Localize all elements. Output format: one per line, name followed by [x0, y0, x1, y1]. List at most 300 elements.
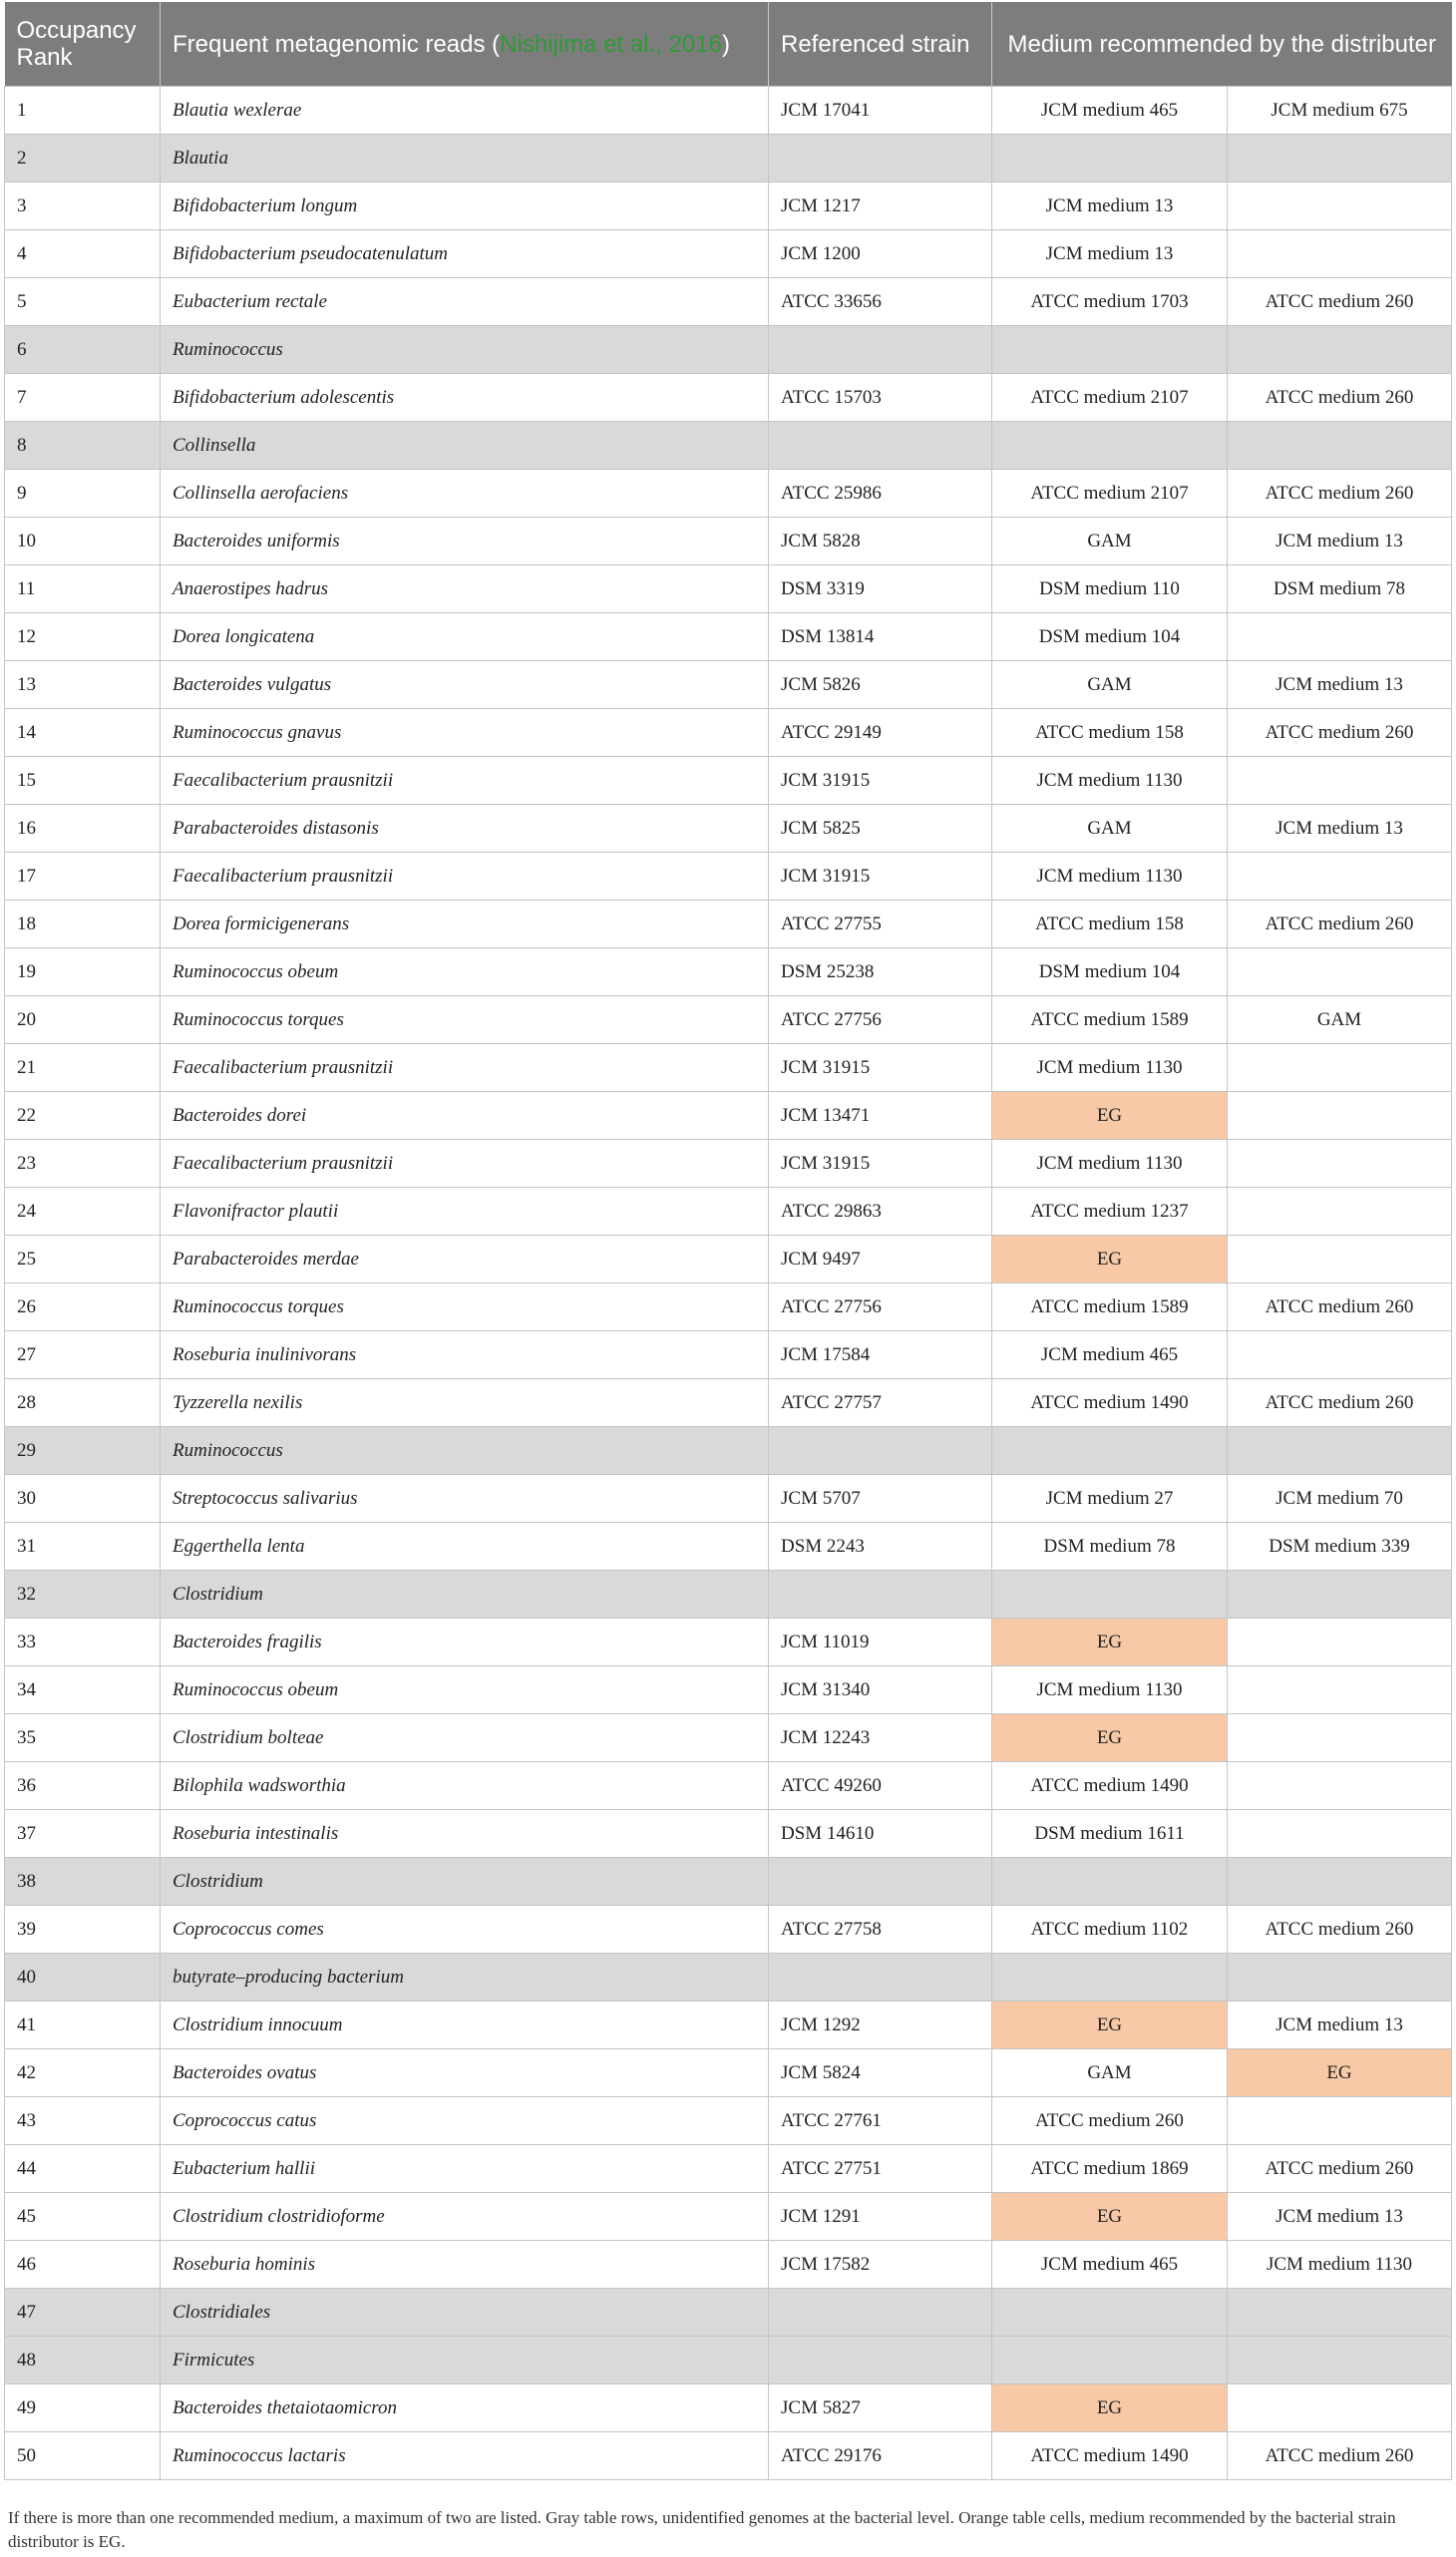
rank-cell: 7: [5, 374, 161, 422]
strain-cell: [769, 1954, 992, 2002]
rank-cell: 22: [5, 1092, 161, 1140]
medium-2-cell: GAM: [1228, 996, 1452, 1044]
species-cell: Dorea formicigenerans: [161, 901, 769, 948]
medium-1-cell: [992, 422, 1228, 470]
strain-cell: JCM 1217: [769, 183, 992, 230]
rank-cell: 12: [5, 613, 161, 661]
medium-2-cell: JCM medium 13: [1228, 2002, 1452, 2049]
species-cell: Bacteroides vulgatus: [161, 661, 769, 709]
table-row: [5, 1379, 1452, 1427]
strain-cell: ATCC 27758: [769, 1906, 992, 1954]
rank-cell: 49: [5, 2384, 161, 2432]
species-cell: Faecalibacterium prausnitzii: [161, 853, 769, 901]
species-cell: Roseburia inulinivorans: [161, 1331, 769, 1379]
strain-cell: [769, 326, 992, 374]
rank-cell: 39: [5, 1906, 161, 1954]
medium-2-cell: JCM medium 13: [1228, 805, 1452, 853]
strain-cell: JCM 31915: [769, 757, 992, 805]
table-row: [5, 1906, 1452, 1954]
rank-cell: 9: [5, 470, 161, 518]
species-cell: Tyzzerella nexilis: [161, 1379, 769, 1427]
table-body: [5, 87, 1452, 2480]
species-cell: Ruminococcus obeum: [161, 948, 769, 996]
strain-cell: JCM 12243: [769, 1714, 992, 1762]
strain-cell: DSM 13814: [769, 613, 992, 661]
medium-1-cell: ATCC medium 1490: [992, 1762, 1228, 1810]
strain-cell: DSM 3319: [769, 565, 992, 613]
medium-2-cell: [1228, 1092, 1452, 1140]
species-cell: Bacteroides thetaiotaomicron: [161, 2384, 769, 2432]
rank-cell: 13: [5, 661, 161, 709]
table-row-unidentified: [5, 2337, 1452, 2384]
species-cell: Dorea longicatena: [161, 613, 769, 661]
medium-2-cell: JCM medium 13: [1228, 661, 1452, 709]
species-cell: Ruminococcus lactaris: [161, 2432, 769, 2480]
strain-cell: JCM 5826: [769, 661, 992, 709]
table-row: [5, 1666, 1452, 1714]
species-cell: Bifidobacterium longum: [161, 183, 769, 230]
strain-cell: [769, 1427, 992, 1475]
strain-cell: JCM 1292: [769, 2002, 992, 2049]
rank-cell: 1: [5, 87, 161, 135]
species-cell: Faecalibacterium prausnitzii: [161, 1044, 769, 1092]
strain-cell: JCM 5828: [769, 518, 992, 565]
medium-2-cell: [1228, 2384, 1452, 2432]
medium-1-cell: DSM medium 104: [992, 948, 1228, 996]
table-row: [5, 709, 1452, 757]
medium-2-cell: [1228, 1619, 1452, 1666]
medium-2-cell: [1228, 2337, 1452, 2384]
medium-1-cell: EG: [992, 1619, 1228, 1666]
medium-1-cell: DSM medium 1611: [992, 1810, 1228, 1858]
strain-cell: ATCC 29149: [769, 709, 992, 757]
strain-cell: ATCC 33656: [769, 278, 992, 326]
medium-1-cell: ATCC medium 1589: [992, 1283, 1228, 1331]
medium-2-cell: [1228, 1810, 1452, 1858]
species-cell: Clostridium bolteae: [161, 1714, 769, 1762]
strain-cell: JCM 17584: [769, 1331, 992, 1379]
medium-2-cell: [1228, 1714, 1452, 1762]
header-row: [5, 2, 1452, 87]
table-row: [5, 1092, 1452, 1140]
rank-cell: 5: [5, 278, 161, 326]
species-cell: Eubacterium hallii: [161, 2145, 769, 2193]
rank-cell: 2: [5, 135, 161, 183]
table-row: [5, 948, 1452, 996]
medium-1-cell: [992, 326, 1228, 374]
medium-1-cell: JCM medium 13: [992, 230, 1228, 278]
rank-cell: 38: [5, 1858, 161, 1906]
table-row: [5, 996, 1452, 1044]
species-cell: Bilophila wadsworthia: [161, 1762, 769, 1810]
strain-cell: JCM 5827: [769, 2384, 992, 2432]
table-row: [5, 1619, 1452, 1666]
species-cell: Blautia wexlerae: [161, 87, 769, 135]
species-cell: Parabacteroides distasonis: [161, 805, 769, 853]
medium-1-cell: ATCC medium 1869: [992, 2145, 1228, 2193]
medium-1-cell: GAM: [992, 518, 1228, 565]
medium-2-cell: [1228, 183, 1452, 230]
rank-cell: 37: [5, 1810, 161, 1858]
species-cell: Ruminococcus: [161, 1427, 769, 1475]
table-row: [5, 1762, 1452, 1810]
strain-cell: JCM 11019: [769, 1619, 992, 1666]
medium-2-cell: [1228, 613, 1452, 661]
medium-1-cell: JCM medium 1130: [992, 853, 1228, 901]
medium-2-cell: ATCC medium 260: [1228, 374, 1452, 422]
table-row-unidentified: [5, 1954, 1452, 2002]
species-cell: Firmicutes: [161, 2337, 769, 2384]
species-cell: Coprococcus comes: [161, 1906, 769, 1954]
table-row-unidentified: [5, 135, 1452, 183]
species-cell: Ruminococcus obeum: [161, 1666, 769, 1714]
medium-1-cell: JCM medium 1130: [992, 1666, 1228, 1714]
medium-2-cell: ATCC medium 260: [1228, 1379, 1452, 1427]
species-cell: Bacteroides uniformis: [161, 518, 769, 565]
table-row: [5, 87, 1452, 135]
medium-2-cell: [1228, 135, 1452, 183]
strain-cell: JCM 17582: [769, 2241, 992, 2289]
medium-1-cell: ATCC medium 158: [992, 901, 1228, 948]
species-cell: Ruminococcus: [161, 326, 769, 374]
rank-cell: 50: [5, 2432, 161, 2480]
medium-1-cell: JCM medium 465: [992, 2241, 1228, 2289]
medium-2-cell: ATCC medium 260: [1228, 1283, 1452, 1331]
species-cell: Ruminococcus torques: [161, 996, 769, 1044]
medium-2-cell: [1228, 2289, 1452, 2337]
medium-2-cell: DSM medium 78: [1228, 565, 1452, 613]
medium-2-cell: JCM medium 13: [1228, 2193, 1452, 2241]
species-cell: Roseburia hominis: [161, 2241, 769, 2289]
species-cell: Anaerostipes hadrus: [161, 565, 769, 613]
rank-cell: 17: [5, 853, 161, 901]
species-cell: Parabacteroides merdae: [161, 1236, 769, 1283]
rank-cell: 23: [5, 1140, 161, 1188]
strain-cell: JCM 5707: [769, 1475, 992, 1523]
medium-1-cell: JCM medium 13: [992, 183, 1228, 230]
medium-1-cell: JCM medium 465: [992, 1331, 1228, 1379]
rank-cell: 15: [5, 757, 161, 805]
species-cell: Eggerthella lenta: [161, 1523, 769, 1571]
medium-1-cell: [992, 2337, 1228, 2384]
medium-1-cell: ATCC medium 1589: [992, 996, 1228, 1044]
rank-cell: 48: [5, 2337, 161, 2384]
species-cell: Roseburia intestinalis: [161, 1810, 769, 1858]
medium-1-cell: ATCC medium 1703: [992, 278, 1228, 326]
species-cell: Flavonifractor plautii: [161, 1188, 769, 1236]
medium-1-cell: [992, 1954, 1228, 2002]
rank-cell: 43: [5, 2097, 161, 2145]
rank-cell: 28: [5, 1379, 161, 1427]
medium-1-cell: EG: [992, 2002, 1228, 2049]
rank-cell: 25: [5, 1236, 161, 1283]
medium-2-cell: [1228, 326, 1452, 374]
rank-cell: 36: [5, 1762, 161, 1810]
strain-cell: JCM 31340: [769, 1666, 992, 1714]
medium-1-cell: ATCC medium 1490: [992, 2432, 1228, 2480]
table-row: [5, 901, 1452, 948]
strain-cell: JCM 13471: [769, 1092, 992, 1140]
table-row: [5, 1236, 1452, 1283]
rank-cell: 35: [5, 1714, 161, 1762]
medium-1-cell: GAM: [992, 2049, 1228, 2097]
strain-cell: JCM 31915: [769, 1140, 992, 1188]
medium-2-cell: ATCC medium 260: [1228, 709, 1452, 757]
medium-1-cell: [992, 2289, 1228, 2337]
strain-cell: JCM 9497: [769, 1236, 992, 1283]
medium-2-cell: [1228, 2097, 1452, 2145]
table-row: [5, 183, 1452, 230]
table-row: [5, 2002, 1452, 2049]
medium-2-cell: EG: [1228, 2049, 1452, 2097]
rank-cell: 10: [5, 518, 161, 565]
medium-1-cell: EG: [992, 2193, 1228, 2241]
table-row: [5, 278, 1452, 326]
medium-1-cell: DSM medium 104: [992, 613, 1228, 661]
rank-cell: 31: [5, 1523, 161, 1571]
rank-cell: 29: [5, 1427, 161, 1475]
rank-cell: 26: [5, 1283, 161, 1331]
species-cell: Bacteroides fragilis: [161, 1619, 769, 1666]
strain-cell: ATCC 25986: [769, 470, 992, 518]
medium-2-cell: ATCC medium 260: [1228, 2145, 1452, 2193]
medium-1-cell: [992, 1858, 1228, 1906]
medium-2-cell: JCM medium 675: [1228, 87, 1452, 135]
species-cell: Blautia: [161, 135, 769, 183]
species-cell: Bacteroides ovatus: [161, 2049, 769, 2097]
strain-cell: DSM 2243: [769, 1523, 992, 1571]
table-footnote: If there is more than one recommended medium, a maximum of two are listed. Gray table rows, unidentified genomes at the bacterial level. Orange table cells, medium recommended by the bacterial strain distributor is EG.: [8, 2508, 1396, 2551]
table-row: [5, 2241, 1452, 2289]
rank-cell: 16: [5, 805, 161, 853]
rank-cell: 6: [5, 326, 161, 374]
strain-cell: ATCC 27751: [769, 2145, 992, 2193]
species-cell: Ruminococcus gnavus: [161, 709, 769, 757]
medium-1-cell: JCM medium 465: [992, 87, 1228, 135]
strain-cell: [769, 135, 992, 183]
medium-2-cell: [1228, 1427, 1452, 1475]
table-row-unidentified: [5, 2289, 1452, 2337]
rank-cell: 34: [5, 1666, 161, 1714]
rank-cell: 8: [5, 422, 161, 470]
medium-1-cell: ATCC medium 1237: [992, 1188, 1228, 1236]
strain-cell: JCM 1200: [769, 230, 992, 278]
table-row: [5, 1188, 1452, 1236]
medium-2-cell: [1228, 757, 1452, 805]
table-row: [5, 374, 1452, 422]
rank-cell: 46: [5, 2241, 161, 2289]
medium-2-cell: [1228, 853, 1452, 901]
table-row: [5, 518, 1452, 565]
medium-1-cell: EG: [992, 1092, 1228, 1140]
header-reads: [161, 2, 769, 87]
strain-cell: JCM 31915: [769, 1044, 992, 1092]
table-row: [5, 2193, 1452, 2241]
medium-2-cell: [1228, 1954, 1452, 2002]
medium-2-cell: [1228, 422, 1452, 470]
header-reads-suffix: ): [721, 30, 730, 58]
table-row: [5, 1475, 1452, 1523]
medium-2-cell: ATCC medium 260: [1228, 278, 1452, 326]
species-cell: Clostridiales: [161, 2289, 769, 2337]
medium-1-cell: JCM medium 27: [992, 1475, 1228, 1523]
medium-1-cell: DSM medium 78: [992, 1523, 1228, 1571]
header-reads-prefix: Frequent metagenomic reads (: [173, 30, 501, 58]
medium-1-cell: JCM medium 1130: [992, 1140, 1228, 1188]
rank-cell: 42: [5, 2049, 161, 2097]
species-cell: Bifidobacterium adolescentis: [161, 374, 769, 422]
medium-1-cell: GAM: [992, 661, 1228, 709]
medium-1-cell: ATCC medium 1490: [992, 1379, 1228, 1427]
species-cell: Collinsella: [161, 422, 769, 470]
rank-cell: 14: [5, 709, 161, 757]
strain-cell: DSM 14610: [769, 1810, 992, 1858]
medium-2-cell: ATCC medium 260: [1228, 1906, 1452, 1954]
table-row: [5, 1140, 1452, 1188]
medium-2-cell: ATCC medium 260: [1228, 901, 1452, 948]
header-rank: Occupancy Rank: [5, 2, 161, 87]
medium-2-cell: [1228, 1140, 1452, 1188]
medium-2-cell: [1228, 1762, 1452, 1810]
table-row: [5, 2145, 1452, 2193]
table-row: [5, 565, 1452, 613]
medium-2-cell: [1228, 948, 1452, 996]
strain-cell: ATCC 27756: [769, 996, 992, 1044]
rank-cell: 4: [5, 230, 161, 278]
strain-cell: JCM 17041: [769, 87, 992, 135]
strain-cell: [769, 1571, 992, 1619]
rank-cell: 30: [5, 1475, 161, 1523]
rank-cell: 41: [5, 2002, 161, 2049]
species-cell: Eubacterium rectale: [161, 278, 769, 326]
strain-cell: DSM 25238: [769, 948, 992, 996]
table-row: [5, 2049, 1452, 2097]
medium-2-cell: JCM medium 1130: [1228, 2241, 1452, 2289]
table-row: [5, 853, 1452, 901]
header-medium: Medium recommended by the distributer: [992, 2, 1452, 87]
table-row: [5, 1523, 1452, 1571]
strain-cell: [769, 2337, 992, 2384]
rank-cell: 32: [5, 1571, 161, 1619]
table-row: [5, 2432, 1452, 2480]
strain-cell: ATCC 27757: [769, 1379, 992, 1427]
strain-cell: [769, 1858, 992, 1906]
rank-cell: 21: [5, 1044, 161, 1092]
table-row-unidentified: [5, 326, 1452, 374]
species-cell: Streptococcus salivarius: [161, 1475, 769, 1523]
species-cell: Clostridium innocuum: [161, 2002, 769, 2049]
medium-2-cell: DSM medium 339: [1228, 1523, 1452, 1571]
table-row: [5, 757, 1452, 805]
table-row-unidentified: [5, 1571, 1452, 1619]
medium-1-cell: ATCC medium 260: [992, 2097, 1228, 2145]
medium-1-cell: JCM medium 1130: [992, 1044, 1228, 1092]
medium-2-cell: [1228, 1666, 1452, 1714]
medium-2-cell: [1228, 1331, 1452, 1379]
rank-cell: 19: [5, 948, 161, 996]
strain-cell: ATCC 27756: [769, 1283, 992, 1331]
species-cell: Ruminococcus torques: [161, 1283, 769, 1331]
species-cell: Collinsella aerofaciens: [161, 470, 769, 518]
medium-1-cell: EG: [992, 1236, 1228, 1283]
strain-cell: [769, 2289, 992, 2337]
medium-1-cell: JCM medium 1130: [992, 757, 1228, 805]
medium-1-cell: [992, 1427, 1228, 1475]
table-row-unidentified: [5, 422, 1452, 470]
rank-cell: 45: [5, 2193, 161, 2241]
table-row: [5, 1331, 1452, 1379]
medium-2-cell: JCM medium 70: [1228, 1475, 1452, 1523]
table-row: [5, 2097, 1452, 2145]
header-strain: Referenced strain: [769, 2, 992, 87]
table-row: [5, 613, 1452, 661]
species-cell: butyrate–producing bacterium: [161, 1954, 769, 2002]
rank-cell: 20: [5, 996, 161, 1044]
strain-cell: ATCC 27761: [769, 2097, 992, 2145]
rank-cell: 11: [5, 565, 161, 613]
species-cell: Bifidobacterium pseudocatenulatum: [161, 230, 769, 278]
table-row: [5, 230, 1452, 278]
citation-link[interactable]: Nishijima et al., 2016: [500, 30, 722, 58]
table-row: [5, 1283, 1452, 1331]
strain-cell: ATCC 27755: [769, 901, 992, 948]
strain-cell: ATCC 29863: [769, 1188, 992, 1236]
table-row: [5, 805, 1452, 853]
strain-cell: JCM 5824: [769, 2049, 992, 2097]
medium-2-cell: JCM medium 13: [1228, 518, 1452, 565]
medium-2-cell: [1228, 1571, 1452, 1619]
table-row-unidentified: [5, 1427, 1452, 1475]
rank-cell: 40: [5, 1954, 161, 2002]
strain-cell: JCM 31915: [769, 853, 992, 901]
medium-2-cell: [1228, 1188, 1452, 1236]
medium-2-cell: [1228, 1858, 1452, 1906]
strain-cell: JCM 5825: [769, 805, 992, 853]
rank-cell: 44: [5, 2145, 161, 2193]
species-cell: Clostridium: [161, 1571, 769, 1619]
table-row: [5, 470, 1452, 518]
strain-cell: ATCC 49260: [769, 1762, 992, 1810]
medium-1-cell: [992, 1571, 1228, 1619]
species-cell: Clostridium: [161, 1858, 769, 1906]
rank-cell: 24: [5, 1188, 161, 1236]
rank-cell: 47: [5, 2289, 161, 2337]
table-row: [5, 2384, 1452, 2432]
species-cell: Faecalibacterium prausnitzii: [161, 757, 769, 805]
medium-1-cell: ATCC medium 2107: [992, 374, 1228, 422]
table-header: [5, 2, 1452, 87]
medium-1-cell: DSM medium 110: [992, 565, 1228, 613]
medium-2-cell: [1228, 1236, 1452, 1283]
medium-2-cell: ATCC medium 260: [1228, 470, 1452, 518]
rank-cell: 27: [5, 1331, 161, 1379]
species-cell: Coprococcus catus: [161, 2097, 769, 2145]
table-row: [5, 1810, 1452, 1858]
rank-cell: 3: [5, 183, 161, 230]
strain-cell: [769, 422, 992, 470]
species-cell: Clostridium clostridioforme: [161, 2193, 769, 2241]
table-row: [5, 1044, 1452, 1092]
metagenomic-table: [4, 2, 1452, 2480]
strain-cell: ATCC 15703: [769, 374, 992, 422]
medium-1-cell: [992, 135, 1228, 183]
table-row: [5, 661, 1452, 709]
medium-1-cell: ATCC medium 2107: [992, 470, 1228, 518]
strain-cell: JCM 1291: [769, 2193, 992, 2241]
rank-cell: 18: [5, 901, 161, 948]
medium-2-cell: ATCC medium 260: [1228, 2432, 1452, 2480]
rank-cell: 33: [5, 1619, 161, 1666]
